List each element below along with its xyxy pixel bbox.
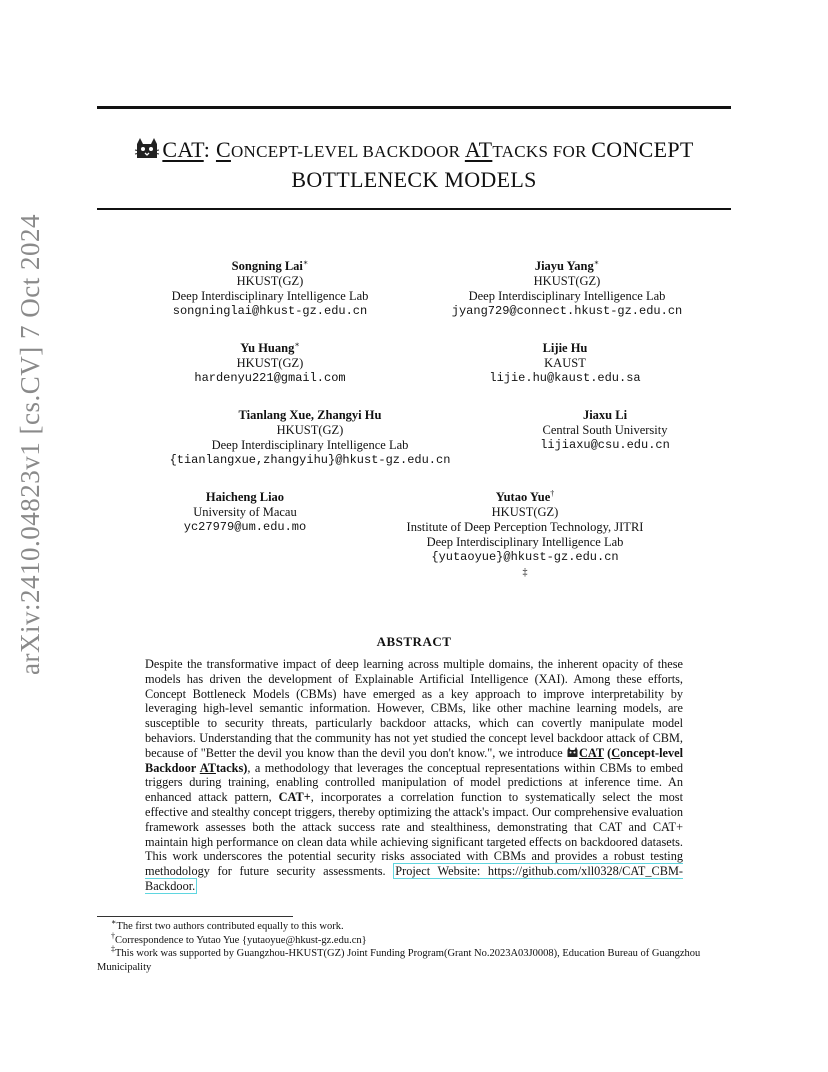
title-rule-top [97, 106, 731, 109]
abstract-part-3: , incorporates a correlation function to systematically select the most effective and stealthy concept triggers, thereby optimizing the attack's impact. Our comprehensive evaluation framework assesses both the attack success rate and stealthiness, demonstrating that CAT and CAT+ maintain high performance on clean data while achieving significant targeted effects on backdoored datasets. This work underscores the potential security risks associated with CBMs and provides a robust testing methodology for future security assessments. [145, 790, 684, 879]
author-email[interactable]: songninglai@hkust-gz.edu.cn [172, 304, 368, 318]
paper-title [97, 136, 731, 194]
footnote-2 [97, 931, 733, 948]
title-cat: CAT [162, 137, 204, 162]
footnotes [97, 917, 733, 974]
author-affiliation: University of Macau [193, 505, 297, 519]
abstract-heading: ABSTRACT [376, 634, 452, 649]
title-rule-bottom [97, 208, 731, 210]
title-colon: : [203, 137, 216, 162]
author-affiliation: HKUST(GZ) [533, 274, 601, 288]
author-name: Yutao Yue [495, 490, 551, 504]
author-email[interactable]: jyang729@connect.hkust-gz.edu.cn [451, 304, 683, 318]
title-concept: CONCEPT [591, 137, 694, 162]
title-c-underlined: C [215, 137, 231, 162]
cat-logo-icon [566, 746, 579, 758]
author-name: Jiaxu Li [582, 408, 628, 422]
author-block-1 [130, 259, 410, 319]
author-name: Tianlang Xue, Zhangyi Hu [238, 408, 382, 422]
footnote-mark: ‡ [111, 944, 115, 954]
author-affiliation: HKUST(GZ) [491, 505, 559, 519]
author-email[interactable]: {tianlangxue,zhangyihu}@hkust-gz.edu.cn [169, 453, 451, 467]
cat-logo-icon [134, 136, 160, 160]
author-affiliation: Institute of Deep Perception Technology, JITRI [406, 520, 644, 534]
title-smallcaps-1: ONCEPT-LEVEL BACKDOOR [230, 142, 465, 161]
abstract-catplus: CAT+ [278, 790, 311, 805]
author-sup: ∗ [593, 257, 600, 267]
author-affiliation: HKUST(GZ) [236, 274, 304, 288]
author-block-2 [412, 259, 722, 319]
abstract-cat: CAT [579, 745, 604, 760]
title-smallcaps-2: TACKS FOR [492, 142, 592, 161]
author-block-8 [380, 490, 670, 580]
author-name: Lijie Hu [542, 341, 588, 355]
author-affiliation: Deep Interdisciplinary Intelligence Lab [211, 438, 409, 452]
author-footnote-mark: ‡ [522, 567, 528, 578]
footnote-rule [97, 916, 293, 917]
author-affiliation: Deep Interdisciplinary Intelligence Lab [171, 289, 369, 303]
footnote-3 [97, 944, 733, 974]
author-email[interactable]: {yutaoyue}@hkust-gz.edu.cn [431, 550, 619, 564]
author-sup: ∗ [302, 257, 309, 267]
author-sup: ∗ [294, 339, 300, 349]
title-at-underlined: AT [464, 137, 493, 162]
author-sup: † [550, 488, 555, 498]
abstract-cat-full-2: tacks) [215, 760, 248, 775]
author-affiliation: HKUST(GZ) [236, 356, 304, 370]
author-block-7 [150, 490, 340, 535]
arxiv-identifier: arXiv:2410.04823v1 [cs.CV] 7 Oct 2024 [15, 214, 45, 675]
author-block-5 [150, 408, 470, 468]
title-line2: BOTTLENECK MODELS [291, 167, 537, 192]
author-name: Haicheng Liao [205, 490, 285, 504]
author-affiliation: HKUST(GZ) [276, 423, 344, 437]
abstract-cat-at: AT [199, 760, 216, 775]
footnote-text: The first two authors contributed equally to this work. [116, 921, 344, 932]
author-affiliation: Deep Interdisciplinary Intelligence Lab [468, 289, 666, 303]
abstract-cat-c: C [611, 745, 621, 760]
abstract-cat-open: ( [603, 745, 612, 760]
footnote-text: Correspondence to Yutao Yue {yutaoyue@hkust-gz.edu.cn} [115, 934, 367, 946]
author-email[interactable]: hardenyu221@gmail.com [194, 371, 346, 385]
author-block-6 [510, 408, 700, 453]
footnote-1 [97, 917, 733, 934]
footnote-mark: ∗ [111, 917, 117, 927]
author-name: Jiayu Yang [534, 259, 594, 273]
author-block-4 [430, 341, 700, 386]
author-email[interactable]: lijie.hu@kaust.edu.sa [489, 371, 641, 385]
author-name: Songning Lai [231, 259, 303, 273]
author-affiliation: Deep Interdisciplinary Intelligence Lab [426, 535, 624, 549]
footnote-text: This work was supported by Guangzhou-HKUST(GZ) Joint Funding Program(Grant No.2023A03J0008), Education Bureau of Guangzhou Municipality [97, 948, 701, 973]
author-block-3 [150, 341, 390, 386]
abstract-text [145, 657, 683, 894]
author-affiliation: Central South University [542, 423, 668, 437]
project-website-link[interactable]: Project Website: https://github.com/xll0328/CAT_CBM-Backdoor. [145, 864, 683, 893]
footnote-mark: † [111, 931, 115, 940]
abstract-cat-full-1: oncept-level Backdoor [145, 745, 683, 775]
author-email[interactable]: lijiaxu@csu.edu.cn [540, 438, 670, 452]
abstract-part-1: Despite the transformative impact of deep learning across multiple domains, the inherent opacity of these models has driven the development of Explainable Artificial Intelligence (XAI). Among these efforts, Concept Bottleneck Models (CBMs) have emerged as a key approach to improve interpretability by leveraging high-level semantic information. However, CBMs, like other machine learning models, are susceptible to security threats, particularly backdoor attacks, which can covertly manipulate model behaviors. Understanding that the community has not yet studied the concept level backdoor attack of CBM, because of "Better the devil you know than the devil you don't know.", we introduce [145, 657, 683, 760]
author-name: Yu Huang [240, 341, 295, 355]
abstract-part-2: , a methodology that leverages the conceptual representations within CBMs to embed triggers during training, enabling controlled manipulation of model predictions at inference time. An enhanced attack pattern, [145, 760, 684, 805]
author-email[interactable]: yc27979@um.edu.mo [183, 520, 307, 534]
author-affiliation: KAUST [544, 356, 586, 370]
